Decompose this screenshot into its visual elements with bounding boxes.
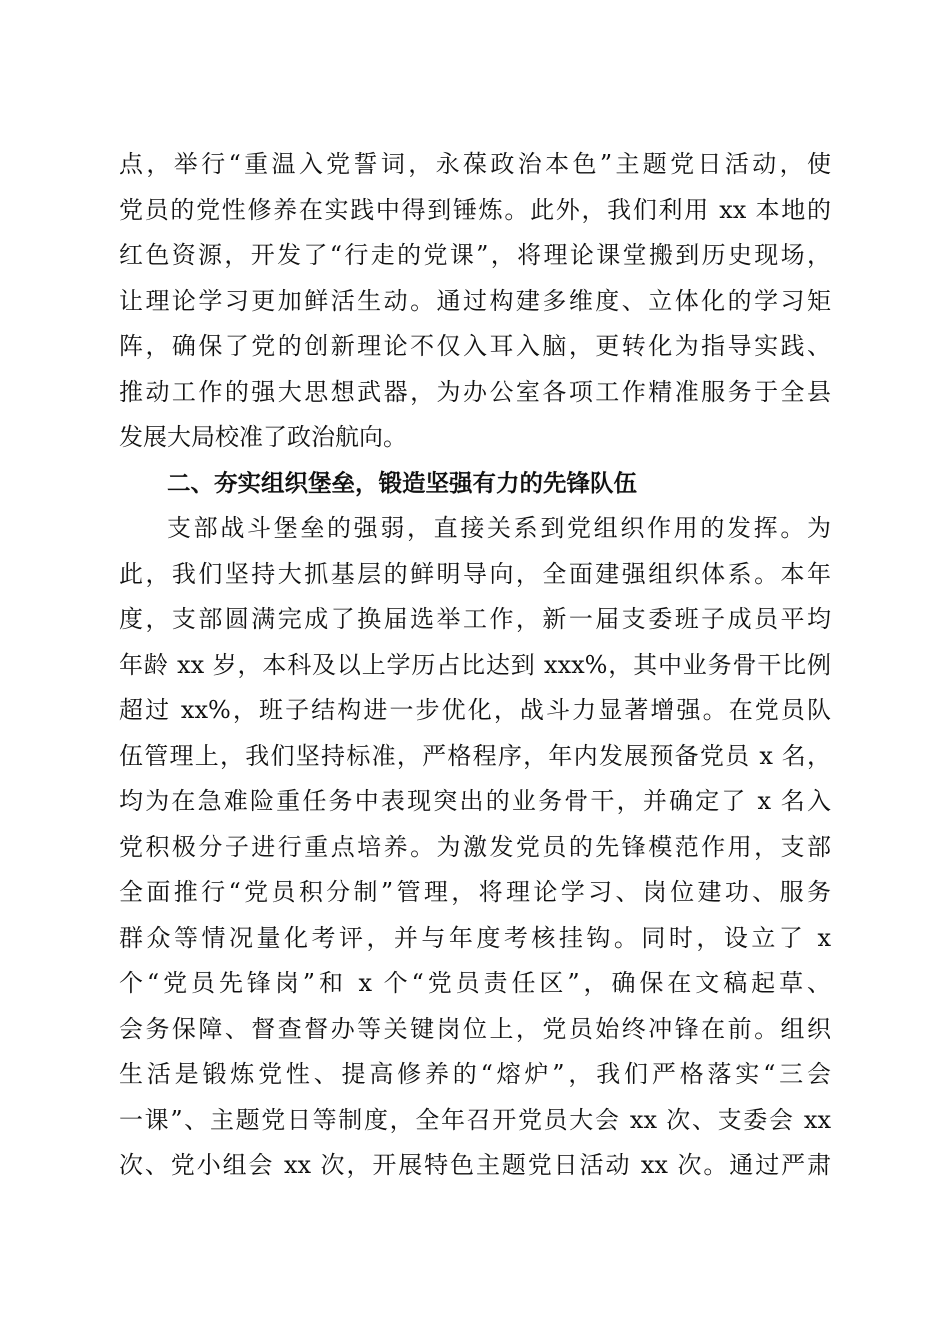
text-line: 伍管理上，我们坚持标准，严格程序，年内发展预备党员 x 名， [119,741,831,770]
text-line: 全面推行“党员积分制”管理，将理论学习、岗位建功、服务 [119,878,831,906]
text-line: 生活是锻炼党性、提高修养的“熔炉”，我们严格落实“三会 [119,1060,831,1088]
text-line: 均为在急难险重任务中表现突出的业务骨干，并确定了 x 名入 [119,787,831,815]
text-line: 点，举行“重温入党誓词，永葆政治本色”主题党日活动，使 [119,150,831,178]
text-line: 发展大局校准了政治航向。 [119,423,407,451]
paragraph-two [119,506,831,1189]
text-line: 让理论学习更加鲜活生动。通过构建多维度、立体化的学习矩 [119,286,831,315]
document-body [119,142,831,1189]
text-line: 会务保障、督查督办等关键岗位上，党员始终冲锋在前。组织 [119,1014,831,1043]
text-line: 推动工作的强大思想武器，为办公室各项工作精准服务于全县 [119,377,831,406]
text-line: 党积极分子进行重点培养。为激发党员的先锋模范作用，支部 [119,832,831,861]
text-line: 度，支部圆满完成了换届选举工作，新一届支委班子成员平均 [119,605,831,633]
text-line: 年龄 xx 岁，本科及以上学历占比达到 xxx%，其中业务骨干比例 [119,650,831,679]
text-line: 此，我们坚持大抓基层的鲜明导向，全面建强组织体系。本年 [119,559,831,588]
section-heading: 二、夯实组织堡垒，锻造坚强有力的先锋队伍 [167,468,637,497]
text-line: 红色资源，开发了“行走的党课”，将理论课堂搬到历史现场， [119,241,831,269]
text-line: 个“党员先锋岗”和 x 个“党员责任区”，确保在文稿起草、 [119,969,831,997]
text-line: 超过 xx%，班子结构进一步优化，战斗力显著增强。在党员队 [119,696,831,724]
text-line: 群众等情况量化考评，并与年度考核挂钩。同时，设立了 x [119,923,831,952]
text-line: 阵，确保了党的创新理论不仅入耳入脑，更转化为指导实践、 [119,332,831,360]
text-line: 党员的党性修养在实践中得到锤炼。此外，我们利用 xx 本地的 [119,195,831,224]
paragraph-continuation [119,142,831,461]
text-line: 一课”、主题党日等制度，全年召开党员大会 xx 次、支委会 xx [119,1105,831,1134]
text-line: 支部战斗堡垒的强弱，直接关系到党组织作用的发挥。为 [167,514,831,542]
text-line: 次、党小组会 xx 次，开展特色主题党日活动 xx 次。通过严肃 [119,1151,831,1179]
